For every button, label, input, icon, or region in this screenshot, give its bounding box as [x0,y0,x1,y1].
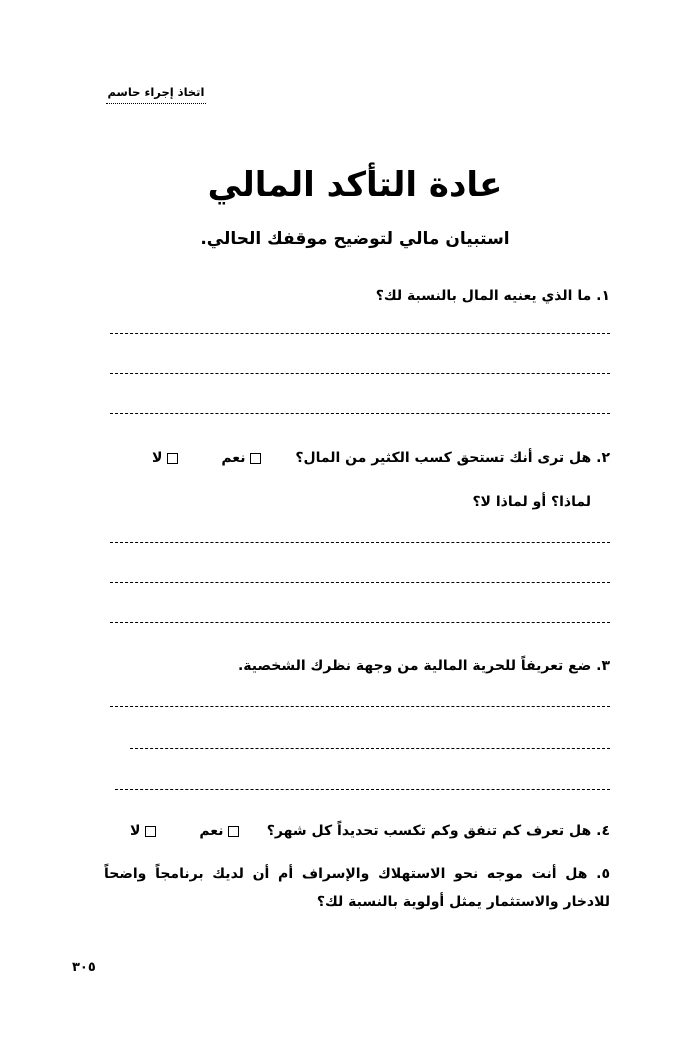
q2-follow-up: لماذا؟ أو لماذا لا؟ [472,494,591,510]
q2-option-yes[interactable] [221,446,261,470]
q3-answer-line-3[interactable] [115,789,610,790]
q4-option-no[interactable] [130,819,156,843]
q2-yes-checkbox[interactable] [250,453,261,464]
running-header-rule [106,103,206,104]
q3-answer-line-2[interactable] [130,748,610,749]
q1-answer-line-3[interactable] [110,413,610,414]
q3-answer-line-1[interactable] [110,706,610,707]
q2-no-label: لا [152,450,163,466]
question-4: ٤. هل تعرف كم تنفق وكم تكسب تحديداً كل شهر؟ [266,823,610,839]
q4-option-yes[interactable] [199,819,239,843]
running-header: اتخاذ إجراء حاسم [107,85,205,99]
q4-no-checkbox[interactable] [145,826,156,837]
q2-option-no[interactable] [152,446,178,470]
page-subtitle: استبيان مالي لتوضيح موقفك الحالي. [200,229,510,249]
q2-answer-line-3[interactable] [110,622,610,623]
q4-yes-label: نعم [199,823,224,839]
q1-answer-line-1[interactable] [110,333,610,334]
q2-yes-label: نعم [221,450,246,466]
question-2: ٢. هل ترى أنك تستحق كسب الكثير من المال؟ [295,450,610,466]
q2-answer-line-1[interactable] [110,542,610,543]
page-number: ٣٠٥ [72,960,96,975]
q4-options [130,819,239,845]
question-1: ١. ما الذي يعنيه المال بالنسبة لك؟ [375,288,610,304]
q2-no-checkbox[interactable] [167,453,178,464]
q2-answer-line-2[interactable] [110,582,610,583]
question-5: ٥. هل أنت موجه نحو الاستهلاك والإسراف أم أن لديك برنامجاً واضحاً للادخار والاستثمار يمثل أولوية بالنسبة لك؟ [104,866,610,910]
q4-yes-checkbox[interactable] [228,826,239,837]
q1-answer-line-2[interactable] [110,373,610,374]
q2-options [152,446,261,472]
question-3: ٣. ضع تعريفاً للحرية المالية من وجهة نظرك الشخصية. [237,658,610,674]
page-title: عادة التأكد المالي [207,165,503,205]
q4-no-label: لا [130,823,141,839]
